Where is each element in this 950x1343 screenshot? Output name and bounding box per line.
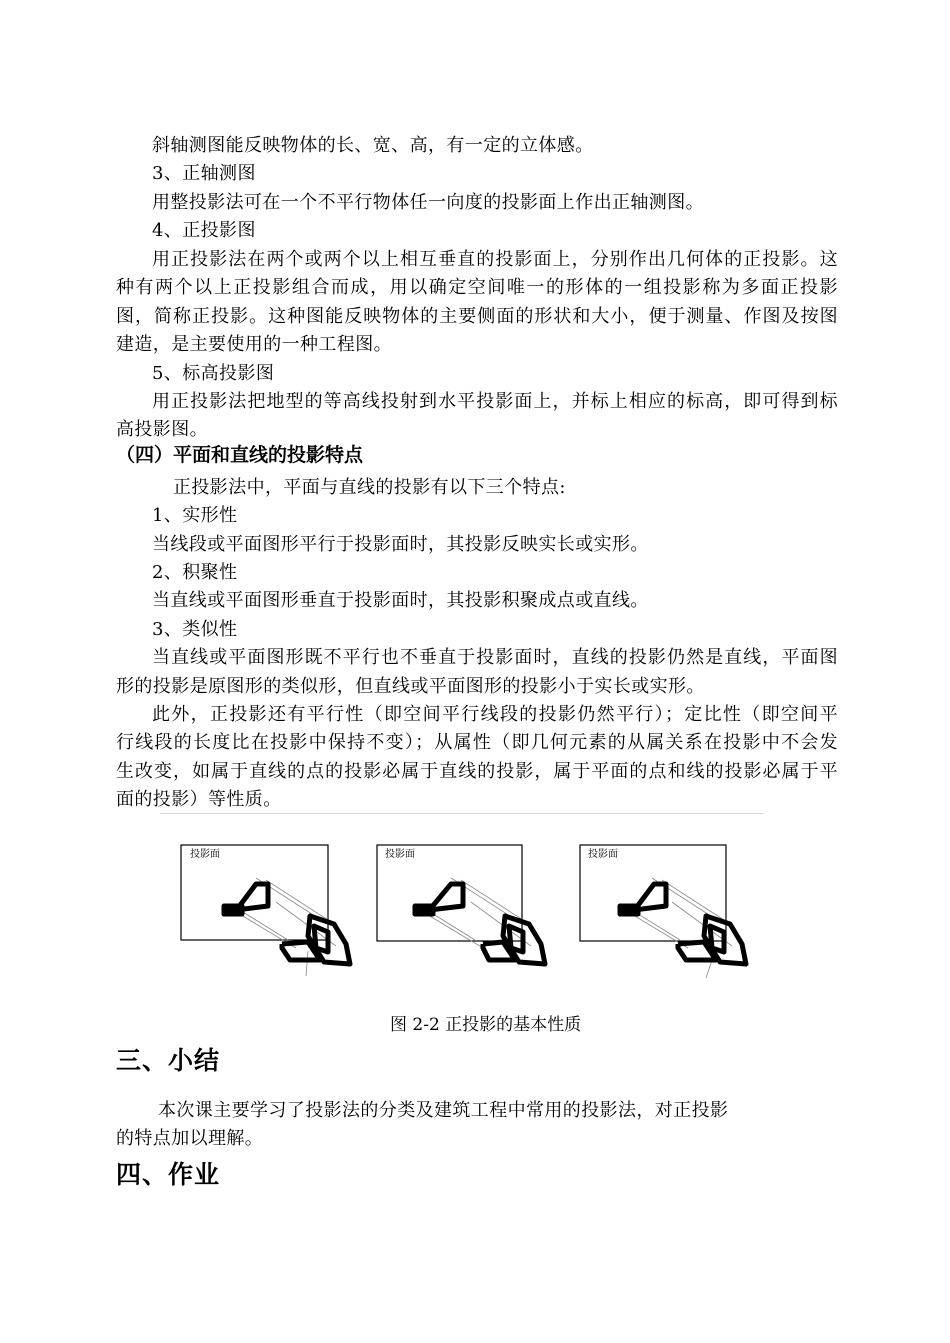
extra-line-4: 面的投影）等性质。 <box>116 789 282 810</box>
item-4-line-3 <box>116 303 838 331</box>
item-4-line-2 <box>116 274 838 302</box>
summary-line-1: 本次课主要学习了投影法的分类及建筑工程中常用的投影法，对正投影 <box>158 1100 729 1121</box>
item-4-line-4: 建造，是主要使用的一种工程图。 <box>116 334 392 355</box>
figure-caption: 图 2-2 正投影的基本性质 <box>390 1015 582 1035</box>
solid-object-2 <box>483 916 545 964</box>
property-2-title: 2、积聚性 <box>152 562 238 583</box>
property-1-title: 1、实形性 <box>152 505 238 526</box>
property-3-title: 3、类似性 <box>152 619 238 640</box>
projected-object-2 <box>415 884 463 914</box>
property-2-text: 当直线或平面图形垂直于投影面时，其投影积聚成点或直线。 <box>152 590 649 611</box>
item-5-line-1-text: 用正投影法把地型的等高线投射到水平投影面上，并标上相应的标高，即可得到标 <box>152 391 838 412</box>
extra-line-3 <box>116 758 838 786</box>
projected-object-3 <box>620 884 666 914</box>
projection-panel-2 <box>375 836 575 996</box>
section-4-heading: （四）平面和直线的投影特点 <box>116 444 364 466</box>
summary-heading: 三、小结 <box>116 1046 221 1075</box>
projected-object-1 <box>224 884 268 914</box>
extra-line-1-text: 此外，正投影还有平行性（即空间平行线段的投影仍然平行）；定比性（即空间平 <box>152 704 838 725</box>
projection-figure <box>170 836 770 996</box>
extra-line-2 <box>116 729 838 757</box>
projection-plane-label-2: 投影面 <box>385 849 415 860</box>
item-5-line-1 <box>152 388 838 416</box>
item-4-line-3-text: 图，简称正投影。这种图能反映物体的主要侧面的形状和大小，便于测量、作图及按图 <box>116 306 838 327</box>
item-5-title: 5、标高投影图 <box>152 363 275 384</box>
section-4-intro: 正投影法中，平面与直线的投影有以下三个特点: <box>173 477 566 498</box>
summary-line-2: 的特点加以理解。 <box>116 1128 264 1149</box>
property-3-line-2: 形的投影是原图形的类似形，但直线或平面图形的投影小于实长或实形。 <box>116 676 705 697</box>
item-3-title: 3、正轴测图 <box>152 163 256 184</box>
property-1-text: 当线段或平面图形平行于投影面时，其投影反映实长或实形。 <box>152 534 649 555</box>
extra-line-1 <box>152 701 838 729</box>
item-5-line-2: 高投影图。 <box>116 419 208 440</box>
projection-panel-3 <box>578 836 778 996</box>
item-4-line-2-text: 种有两个以上正投影组合而成，用以确定空间唯一的形体的一组投影称为多面正投影 <box>116 277 838 298</box>
projection-plane-label-1: 投影面 <box>190 849 220 860</box>
figure-top-rule <box>160 813 763 814</box>
property-3-line-1-text: 当直线或平面图形既不平行也不垂直于投影面时，直线的投影仍然是直线，平面图 <box>152 647 838 668</box>
property-3-line-1 <box>152 644 838 672</box>
homework-heading: 四、作业 <box>116 1160 221 1189</box>
item-4-line-1 <box>152 246 838 274</box>
item-4-line-1-text: 用正投影法在两个或两个以上相互垂直的投影面上，分别作出几何体的正投影。这 <box>152 249 838 270</box>
solid-object-3 <box>678 916 746 964</box>
extra-line-3-text: 生改变，如属于直线的点的投影必属于直线的投影，属于平面的点和线的投影必属于平 <box>116 761 838 782</box>
item-3-text: 用整投影法可在一个不平行物体任一向度的投影面上作出正轴测图。 <box>152 192 704 213</box>
item-4-title: 4、正投影图 <box>152 220 256 241</box>
projection-panel-1 <box>178 836 378 996</box>
paragraph-oblique-axonometric: 斜轴测图能反映物体的长、宽、高，有一定的立体感。 <box>152 135 594 156</box>
projection-plane-label-3: 投影面 <box>588 849 618 860</box>
extra-line-2-text: 行线段的长度比在投影中保持不变）；从属性（即几何元素的从属关系在投影中不会发 <box>116 732 838 753</box>
